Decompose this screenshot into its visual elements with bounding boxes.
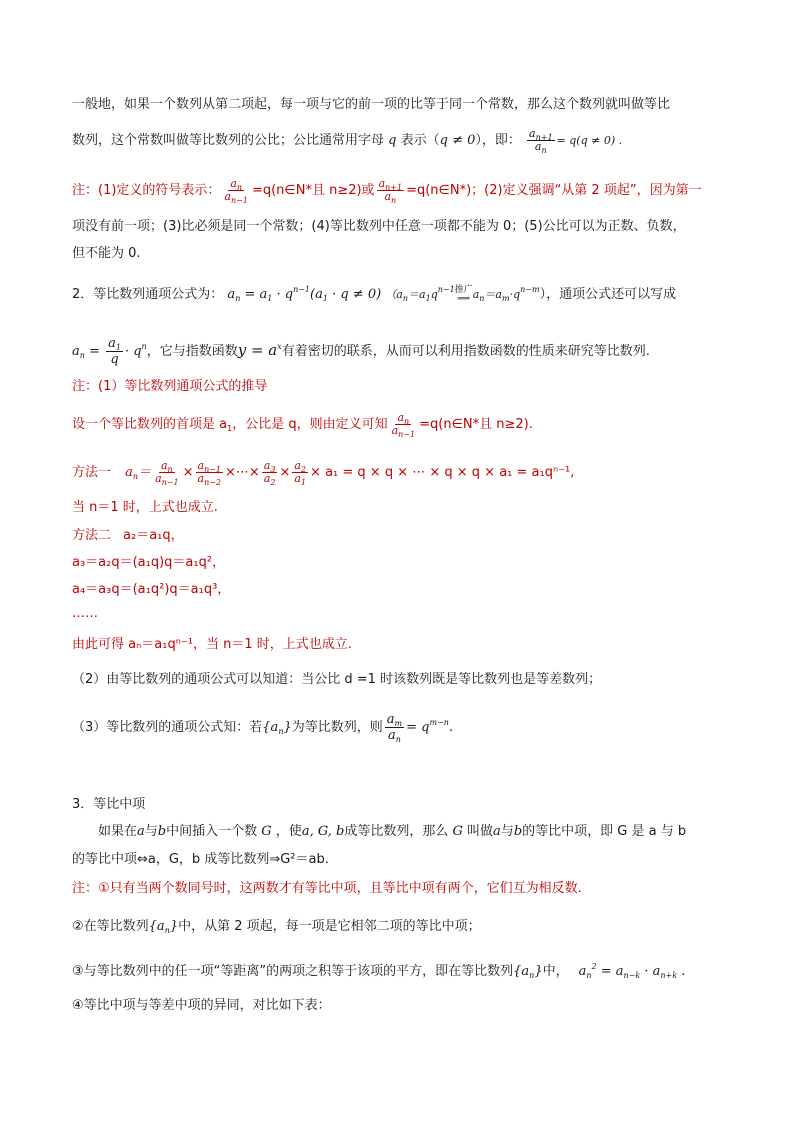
definition-line-1: 一般地，如果一个数列从第二项起，每一项与它的前一项的比等于同一个常数，那么这个数列就叫做等比 [72,97,671,112]
method-two-label: 方法二 a₂＝a₁q， [72,528,184,543]
section-3-title: 3．等比中项 [72,797,146,812]
geometric-mean-line-1: 如果在a与b中间插入一个数 G ，使a, G, b成等比数列，那么 G 叫做a与b的等比中项，即 G 是 a 与 b [98,824,687,839]
n-equals-one-note: 当 n＝1 时，上式也成立. [72,500,218,515]
method-two-step-3: a₄＝a₃q＝(a₁q²)q＝a₁q³， [72,582,231,597]
formula-line-2: $a_n$ = $\frac{a_1}{q}$ · $q^n$，它与指数函数$y = a^x$有着密切的联系，从而可以利用指数函数的性质来研究等比数列. [72,336,650,367]
note-1-line-2: 项没有前一项；(3)比必须是同一个常数；(4)等比数列中任意一项都不能为 0；(5)公比可以为正数、负数， [72,219,686,234]
general-term-formula: $a_n = a_1 \cdot q^{n-1}(a_1 \cdot q \ne 0)$ [227,285,382,303]
derivation-title: 注：(1）等比数列通项公式的推导 [72,379,268,394]
note-1-line-1: 注：(1)定义的符号表示： $\frac{a_n}{a_{n-1}}$ =q(n∈N*且 n≥2)或 $\frac{a_{n+1}}{a_n}$ =q(n∈N*)；(2)定义强调“从第 2 项起”，因为第一 [72,177,702,205]
mean-note-3: ③与等比数列中的任一项“等距离”的两项之积等于该项的平方，即在等比数列$\{a_n\}$中， $a_n^2 = a_{n-k} \cdot a_{n+k}$ . [72,962,686,980]
method-two-ellipsis: …… [72,606,98,621]
method-one: 方法一 $a_n=$ $\frac{a_n}{a_{n-1}}$ × $\frac{a_{n-1}}{a_{n-2}}$ ×⋯× $\frac{a_3}{a_2}$ × $\frac{a_2}{a_1}$ × a₁ = q × q × ⋯ × q × q × a₁ = a₁qⁿ⁻¹, [72,459,575,487]
note-2: （2）由等比数列的通项公式可以知道：当公比 d =1 时该数列既是等比数列也是等差数列； [72,672,602,687]
ratio-fraction: $\frac{a_{n+1}}{a_n}$ [529,127,553,155]
derivation-setup: 设一个等比数列的首项是 $a_1$，公比是 q，则由定义可知 $\frac{a_n}{a_{n-1}}$ =q(n∈N*且 n≥2). [72,411,533,439]
derivation-conclusion: 由此可得 aₙ＝a₁qⁿ⁻¹，当 n＝1 时，上式也成立. [72,637,352,652]
note-1-line-3: 但不能为 0. [72,246,141,261]
method-two-step-2: a₃＝a₂q＝(a₁q)q＝a₁q²， [72,555,226,570]
note-3: （3）等比数列的通项公式知：若$\{a_n\}$为等比数列，则 $\frac{a_m}{a_n}$ = $q^{m-n}$. [72,712,454,744]
mean-note-2: ②在等比数列$\{a_n\}$中，从第 2 项起，每一项是它相邻二项的等比中项； [72,919,481,935]
mean-note-4: ④等比中项与等差中项的异同，对比如下表： [72,998,331,1013]
mean-note-1: 注：①只有当两个数同号时，这两数才有等比中项，且等比中项有两个，它们互为相反数. [72,881,582,896]
definition-line-2: 数列，这个常数叫做等比数列的公比；公比通常用字母 q 表示（q ≠ 0），即： $\frac{a_{n+1}}{a_n}$ = q(q ≠ 0) . [72,127,623,155]
formula-line-1: 2．等比数列通项公式为： $a_n = a_1 \cdot q^{n-1}(a_1 \cdot q \ne 0)$ （$a_n=a_1q^{n-1}$ 推广 ⟹ $a_n=a_m\cdot q^{n-m}$），通项公式还可以写成 [72,285,677,304]
geometric-mean-line-2: 的等比中项⇔a，G，b 成等比数列⇒G²＝ab. [72,852,329,867]
